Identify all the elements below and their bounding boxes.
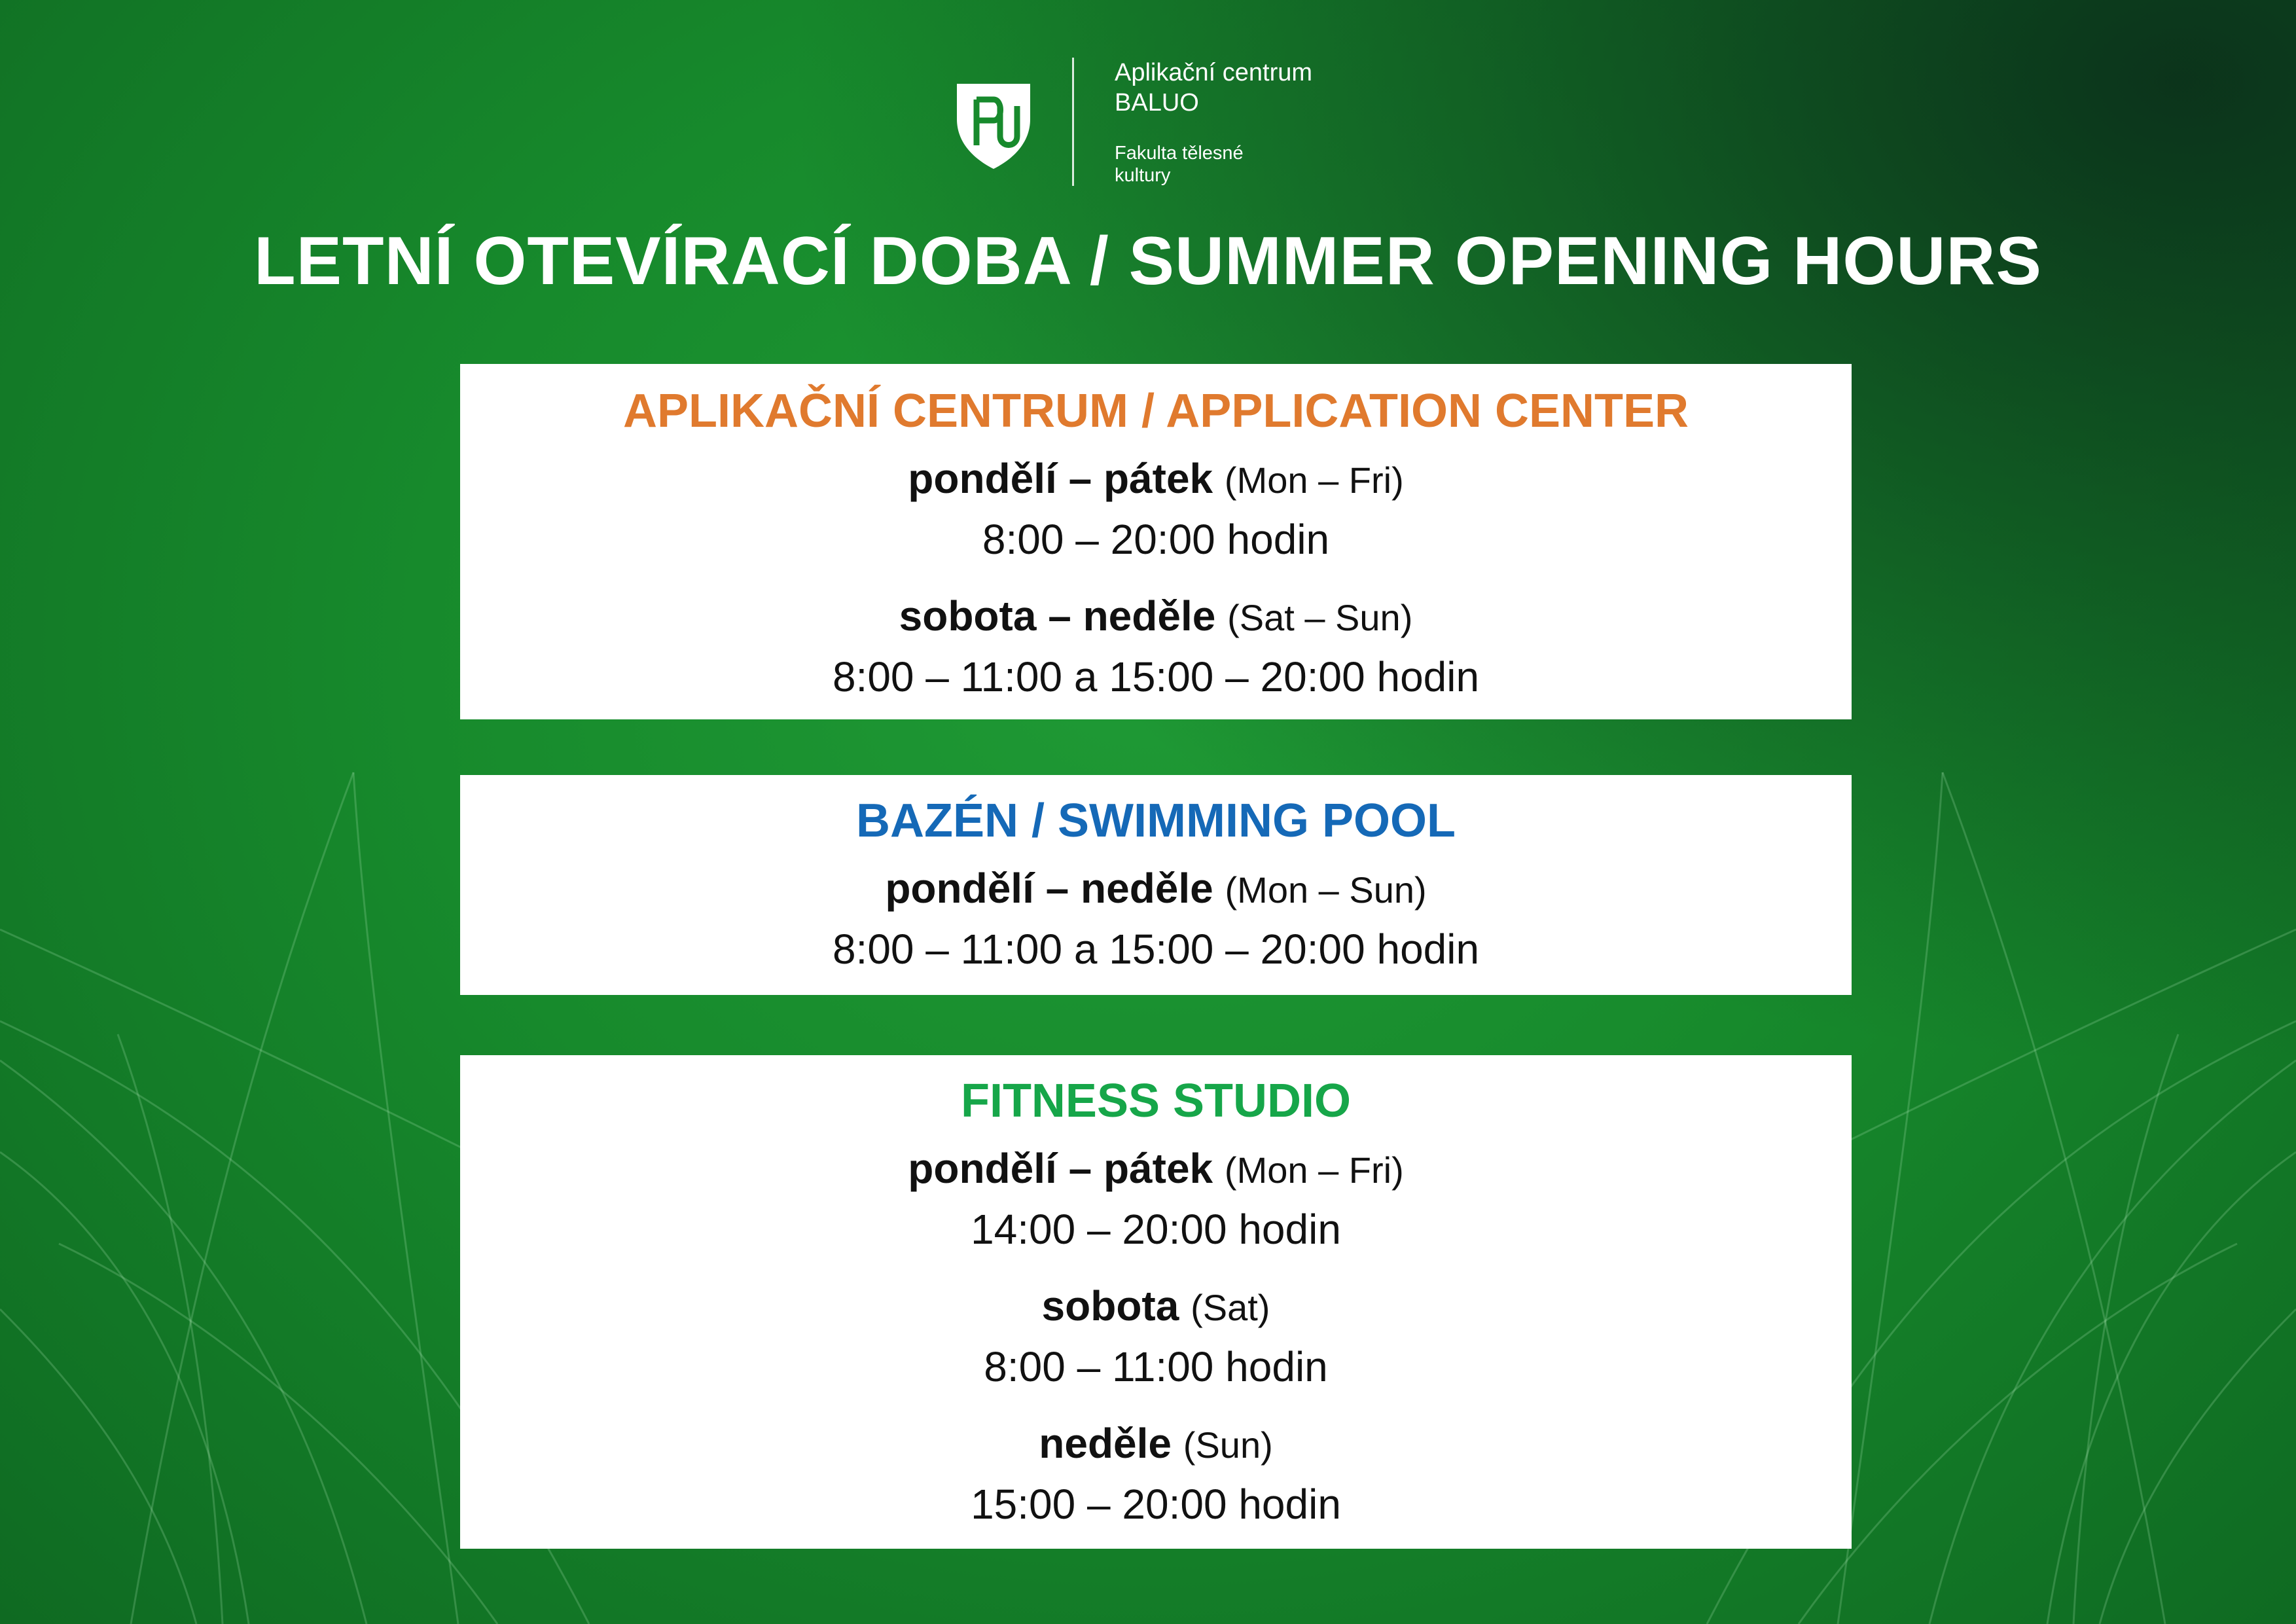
day-range — [460, 449, 1852, 510]
days-en: (Sat – Sun) — [1227, 597, 1413, 638]
days-cz: neděle — [1039, 1420, 1172, 1467]
application-center-card — [460, 364, 1852, 719]
day-range — [460, 859, 1852, 920]
logo-text-line3: Fakulta tělesné — [1115, 143, 1244, 164]
schedule-group — [460, 449, 1852, 569]
page-title: LETNÍ OTEVÍRACÍ DOBA / SUMMER OPENING HOURS — [254, 223, 2042, 299]
opening-hours: 8:00 – 20:00 hodin — [982, 516, 1330, 563]
logo-text-line4: kultury — [1115, 165, 1171, 186]
logo-text-line1: Aplikační centrum — [1115, 59, 1313, 86]
upol-shield-icon — [954, 80, 1033, 171]
schedule-group — [460, 1414, 1852, 1534]
fitness-studio-card — [460, 1055, 1852, 1549]
schedule-group — [460, 1276, 1852, 1396]
days-en: (Mon – Fri) — [1224, 1149, 1404, 1191]
logo-text-line2: BALUO — [1115, 89, 1199, 117]
day-range — [460, 1139, 1852, 1200]
days-cz: pondělí – pátek — [908, 455, 1213, 502]
opening-hours: 15:00 – 20:00 hodin — [971, 1481, 1341, 1528]
schedule-group — [460, 859, 1852, 979]
days-en: (Mon – Sun) — [1225, 869, 1427, 911]
schedule-group — [460, 1139, 1852, 1259]
opening-hours: 14:00 – 20:00 hodin — [971, 1206, 1341, 1253]
days-cz: pondělí – neděle — [885, 865, 1213, 912]
card-title: FITNESS STUDIO — [960, 1075, 1352, 1127]
day-range — [460, 1414, 1852, 1475]
day-range — [460, 1276, 1852, 1337]
days-en: (Sat) — [1191, 1287, 1270, 1328]
opening-hours: 8:00 – 11:00 a 15:00 – 20:00 hodin — [832, 653, 1480, 700]
card-title: BAZÉN / SWIMMING POOL — [856, 795, 1456, 847]
days-en: (Sun) — [1183, 1424, 1273, 1466]
days-cz: sobota — [1041, 1282, 1179, 1329]
schedule-group — [460, 586, 1852, 706]
days-cz: pondělí – pátek — [908, 1145, 1213, 1192]
swimming-pool-card — [460, 775, 1852, 995]
opening-hours: 8:00 – 11:00 a 15:00 – 20:00 hodin — [832, 926, 1480, 973]
days-cz: sobota – neděle — [899, 592, 1216, 640]
logo — [954, 58, 1313, 189]
logo-divider — [1072, 58, 1074, 186]
day-range — [460, 586, 1852, 647]
card-title: APLIKAČNÍ CENTRUM / APPLICATION CENTER — [623, 385, 1689, 437]
days-en: (Mon – Fri) — [1224, 460, 1404, 501]
opening-hours: 8:00 – 11:00 hodin — [984, 1343, 1328, 1390]
